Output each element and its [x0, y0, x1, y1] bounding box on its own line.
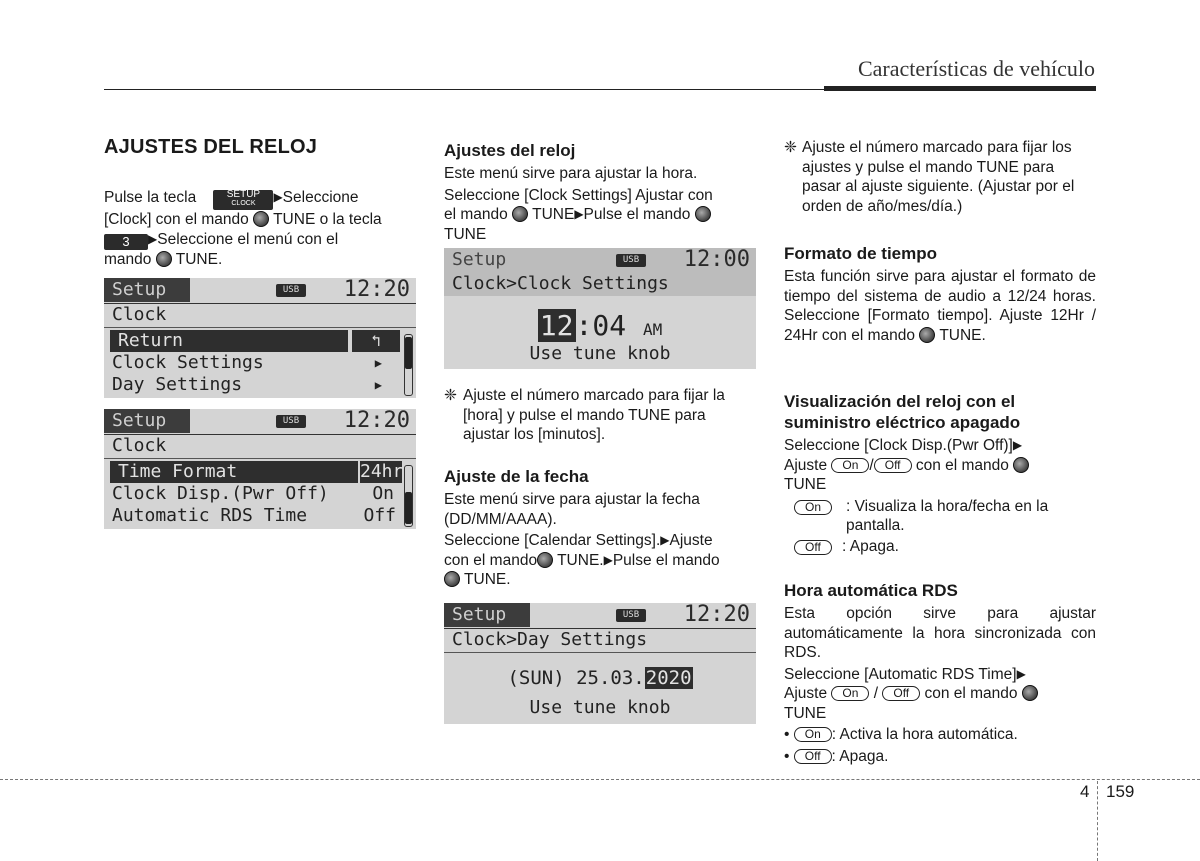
menu-item-rds-time: Automatic RDS Time Off	[112, 505, 396, 526]
screen-hint: Use tune knob	[529, 697, 671, 718]
minute-value: 04	[592, 309, 627, 342]
note-hora: ❈ Ajuste el número marcado para fijar la [hora] y pulse el mando TUNE para ajustar los [minutos].	[444, 387, 725, 443]
note-symbol: ❈	[784, 139, 797, 156]
footer-rule	[0, 779, 1200, 780]
screen-status-bar	[444, 248, 756, 272]
tune-knob-icon	[537, 552, 553, 568]
header-rule-accent	[824, 86, 1096, 91]
tune-knob-icon	[1013, 457, 1029, 473]
subheading-formato-tiempo: Formato de tiempo	[784, 244, 938, 263]
bullet-on: • On : Activa la hora automática.	[784, 726, 1018, 743]
screen-hint: Use tune knob	[529, 343, 671, 364]
menu-item-day-settings: Day Settings ▶	[112, 374, 382, 395]
arrow-right-icon: ▶	[603, 552, 613, 567]
paragraph: Seleccione [Clock Disp.(Pwr Off)]▶ Ajuste On / Off con el mando TUNE	[784, 436, 1096, 495]
screen-title: Clock	[112, 435, 167, 456]
screen-status-bar	[104, 409, 416, 433]
screen-tab: Setup	[104, 409, 190, 433]
on-pill: On	[794, 727, 832, 742]
arrow-right-icon: ▶	[148, 231, 158, 246]
paragraph: Esta opción sirve para ajustar automáticamente la hora sincronizada con RDS.	[784, 605, 1096, 661]
chevron-right-icon: ▶	[374, 356, 382, 370]
tune-knob-icon	[253, 211, 269, 227]
screen-status-bar	[444, 603, 756, 627]
off-pill: Off	[882, 686, 920, 701]
clock-menu-screen	[104, 278, 416, 398]
on-description: On : Visualiza la hora/fecha en la pantalla.	[784, 497, 1096, 537]
scrollbar	[404, 465, 413, 527]
screen-title: Clock	[112, 304, 167, 325]
paragraph: Seleccione [Calendar Settings].▶Ajuste con el mando TUNE.▶Pulse el mando TUNE.	[444, 532, 720, 588]
scrollbar	[404, 334, 413, 396]
arrow-right-icon: ▶	[1016, 666, 1026, 681]
usb-icon: USB	[276, 415, 306, 428]
time-format-value: 24hr	[360, 461, 404, 482]
time-setting: 12:04 AM	[539, 309, 663, 342]
tune-knob-icon	[512, 206, 528, 222]
menu-item-clock-settings: Clock Settings ▶	[112, 352, 382, 373]
screen-tab: Setup	[444, 603, 530, 627]
tune-knob-icon	[695, 206, 711, 222]
subheading-visualizacion: Visualización del reloj con el suministro eléctrico apagado	[784, 392, 1021, 432]
paragraph: Seleccione [Automatic RDS Time]▶ Ajuste On / Off con el mando TUNE	[784, 665, 1096, 724]
on-pill: On	[831, 458, 869, 473]
subheading-rds: Hora automática RDS	[784, 581, 958, 600]
subheading-ajustes-reloj: Ajustes del reloj	[444, 141, 576, 160]
chapter-number: 4	[1080, 782, 1090, 801]
hour-value: 12	[539, 309, 574, 342]
screen-status-bar	[104, 278, 416, 302]
subheading-ajuste-fecha: Ajuste de la fecha	[444, 467, 589, 486]
menu-item-clock-disp: Clock Disp.(Pwr Off) On	[112, 483, 394, 504]
arrow-right-icon: ▶	[660, 533, 670, 547]
menu-item-time-format: Time Format	[110, 461, 358, 483]
tune-knob-icon	[444, 571, 460, 587]
paragraph: Esta función sirve para ajustar el formato de tiempo del sistema de audio a 12/24 horas. Seleccione [Formato tiempo]. Ajuste 12Hr / 24Hr con el mando TUNE.	[784, 268, 1096, 344]
paragraph: Seleccione [Clock Settings] Ajustar con el mando TUNE▶Pulse el mando TUNE	[444, 186, 713, 243]
return-arrow-icon: ↰	[352, 330, 400, 352]
chevron-right-icon: ▶	[374, 378, 382, 392]
year-value: 2020	[645, 667, 692, 689]
footer-divider	[1097, 781, 1098, 861]
screen-tab: Setup	[104, 278, 190, 302]
screen-time: 12:20	[343, 278, 410, 302]
tune-knob-icon	[1022, 685, 1038, 701]
screen-time: 12:20	[343, 409, 410, 433]
intro-paragraph: Pulse la tecla SETUP CLOCK ▶Seleccione [Clock] con el mando TUNE o la tecla 3 ▶Seleccione el menú con el mando TUNE.	[104, 189, 382, 268]
screen-time: 12:00	[683, 248, 750, 272]
tune-knob-icon	[156, 251, 172, 267]
off-pill: Off	[794, 749, 832, 764]
screen-title: Clock>Clock Settings	[452, 273, 669, 294]
on-pill: On	[831, 686, 869, 701]
note-ajuste: ❈ Ajuste el número marcado para fijar los ajustes y pulse el mando TUNE para pasar al ajuste siguiente. (Ajustar por el orden de año/mes/día.)	[784, 139, 1075, 215]
off-description: Off : Apaga.	[784, 537, 1096, 557]
screen-time: 12:20	[683, 603, 750, 627]
usb-icon: USB	[276, 284, 306, 297]
screen-title: Clock>Day Settings	[452, 629, 648, 650]
key-3-icon: 3	[104, 234, 148, 250]
arrow-right-icon: ▶	[1012, 438, 1023, 452]
on-pill: On	[794, 500, 832, 515]
off-pill: Off	[794, 540, 832, 555]
clock-settings-screen	[444, 248, 756, 369]
bullet-off: • Off : Apaga.	[784, 747, 889, 765]
section-heading: AJUSTES DEL RELOJ	[104, 136, 318, 158]
day-settings-screen	[444, 603, 756, 724]
tune-knob-icon	[919, 327, 935, 343]
screen-tab: Setup	[444, 248, 530, 272]
paragraph: Este menú sirve para ajustar la hora.	[444, 165, 698, 182]
page-number: 159	[1106, 782, 1135, 801]
date-setting: (SUN) 25.03.2020	[507, 667, 692, 689]
running-header: Características de vehículo	[857, 56, 1095, 81]
setup-key-icon: SETUP CLOCK	[213, 190, 273, 210]
paragraph: Este menú sirve para ajustar la fecha (DD/MM/AAAA).	[444, 491, 700, 528]
off-pill: Off	[874, 458, 912, 473]
note-symbol: ❈	[444, 387, 457, 404]
menu-item-return: Return	[110, 330, 348, 352]
usb-icon: USB	[616, 254, 646, 267]
arrow-right-icon: ▶	[574, 207, 584, 221]
usb-icon: USB	[616, 609, 646, 622]
arrow-right-icon: ▶	[273, 190, 283, 204]
clock-options-screen	[104, 409, 416, 529]
